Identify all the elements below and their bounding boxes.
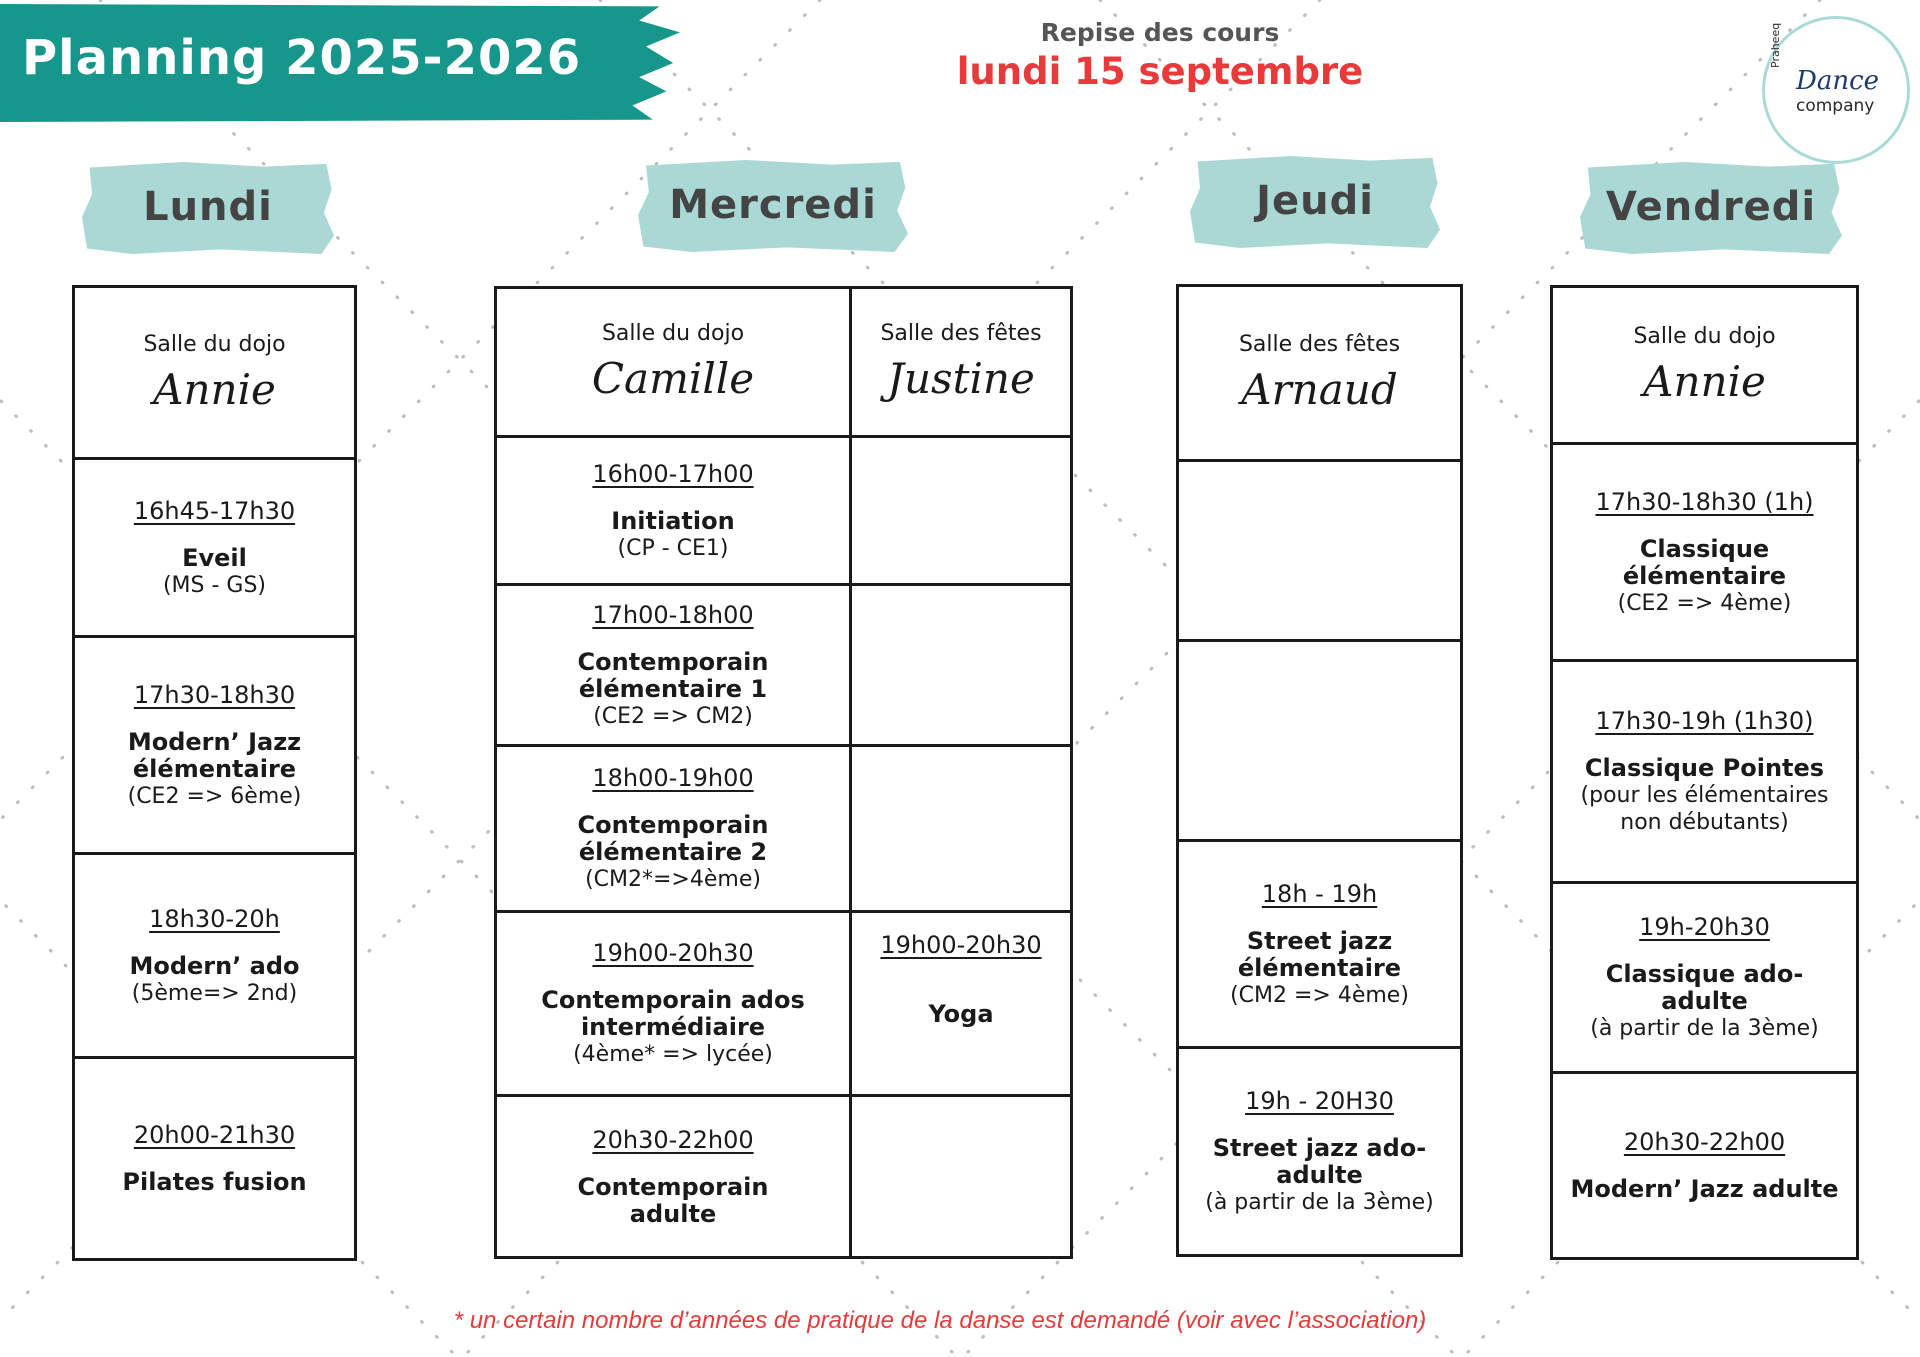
empty-slot	[849, 744, 1070, 910]
course-name: Modern’ Jazz élémentaire	[127, 727, 302, 783]
course-slot	[75, 852, 354, 1056]
course-time: 17h30-19h (1h30)	[1595, 707, 1814, 735]
course-time: 18h - 19h	[1261, 879, 1378, 908]
course-slot	[1553, 881, 1856, 1071]
schedule-table-mercredi	[494, 286, 1073, 1259]
teacher-name: Justine	[887, 354, 1035, 403]
logo-company-text: company	[1796, 96, 1875, 116]
course-slot	[497, 910, 849, 1094]
course-name: Contemporain adulte	[577, 1172, 769, 1228]
empty-slot	[1179, 639, 1460, 839]
course-time: 20h30-22h00	[592, 1125, 754, 1154]
course-name: Contemporain élémentaire 2	[577, 811, 769, 866]
room-name: Salle du dojo	[1633, 324, 1776, 349]
course-time: 17h00-18h00	[592, 600, 754, 629]
course-level: (CE2 => CM2)	[593, 703, 753, 729]
teacher-name: Annie	[1643, 357, 1766, 406]
course-level: (à partir de la 3ème)	[1205, 1190, 1434, 1215]
course-level: (à partir de la 3ème)	[1590, 1016, 1819, 1041]
room-header-jeudi	[1179, 287, 1460, 459]
room-name: Salle des fêtes	[880, 321, 1042, 346]
empty-slot	[849, 1094, 1070, 1256]
course-time: 20h30-22h00	[1623, 1128, 1786, 1156]
course-name: Yoga	[928, 1000, 994, 1028]
course-level: (CM2 => 4ème)	[1230, 982, 1409, 1008]
course-name: Eveil	[182, 543, 247, 572]
course-slot	[1553, 659, 1856, 881]
course-slot	[497, 1094, 849, 1256]
room-header-vendredi	[1553, 288, 1856, 442]
day-label-vendredi: Vendredi	[1605, 184, 1817, 230]
course-time: 16h45-17h30	[133, 496, 296, 525]
course-slot	[1553, 442, 1856, 659]
reprise-label: Repise des cours	[1040, 18, 1280, 47]
course-level: (4ème* => lycée)	[573, 1042, 773, 1067]
course-time: 19h00-20h30	[880, 931, 1042, 959]
day-label-lundi: Lundi	[143, 184, 273, 230]
teacher-name: Arnaud	[1241, 365, 1398, 414]
course-slot	[1179, 839, 1460, 1046]
room-name: Salle du dojo	[601, 321, 745, 346]
course-level: (MS - GS)	[162, 572, 267, 598]
footnote: * un certain nombre d’années de pratique de la danse est demandé (voir avec l’association)	[453, 1307, 1427, 1334]
page-title: Planning 2025-2026	[22, 30, 582, 86]
course-name: Initiation	[611, 506, 735, 535]
course-name: Classique élémentaire	[1622, 534, 1787, 590]
course-level: (5ème=> 2nd)	[131, 980, 298, 1006]
course-name: Street jazz élémentaire	[1237, 926, 1402, 982]
course-slot	[497, 744, 849, 910]
day-label-jeudi: Jeudi	[1256, 178, 1374, 224]
course-name: Modern’ Jazz adulte	[1570, 1175, 1839, 1203]
course-time: 18h30-20h	[149, 904, 280, 933]
logo-dance-text: Dance	[1796, 66, 1880, 96]
course-name: Contemporain ados intermédiaire	[541, 986, 805, 1041]
course-name: Street jazz ado-adulte	[1212, 1134, 1427, 1189]
course-slot	[849, 910, 1070, 1094]
empty-slot	[1179, 459, 1460, 639]
schedule-table-lundi	[72, 285, 357, 1261]
course-time: 19h - 20H30	[1245, 1087, 1394, 1115]
course-level: (CE2 => 6ème)	[127, 783, 302, 809]
course-level: (pour les élémentaires non débutants)	[1580, 783, 1829, 835]
reprise-date: lundi 15 septembre	[956, 50, 1364, 93]
day-label-mercredi: Mercredi	[669, 182, 877, 228]
course-slot	[1553, 1071, 1856, 1257]
course-level: (CE2 => 4ème)	[1617, 590, 1792, 616]
course-slot	[75, 457, 354, 635]
course-name: Classique ado-adulte	[1605, 960, 1804, 1015]
course-slot	[75, 1056, 354, 1258]
course-time: 17h30-18h30	[133, 680, 296, 709]
course-level: (CP - CE1)	[617, 535, 729, 561]
room-header-salle-fetes	[849, 289, 1070, 435]
schedule-table-jeudi	[1176, 284, 1463, 1257]
course-slot	[497, 583, 849, 744]
course-name: Classique Pointes	[1584, 754, 1825, 782]
empty-slot	[849, 583, 1070, 744]
course-slot	[497, 435, 849, 583]
course-time: 19h-20h30	[1639, 913, 1770, 941]
room-header-lundi	[75, 288, 354, 457]
course-time: 20h00-21h30	[133, 1121, 296, 1149]
course-name: Pilates fusion	[122, 1168, 307, 1196]
teacher-name: Annie	[153, 364, 276, 414]
room-header-dojo	[497, 289, 849, 435]
course-slot	[75, 635, 354, 852]
course-time: 18h00-19h00	[592, 764, 754, 792]
course-level: (CM2*=>4ème)	[585, 867, 761, 892]
teacher-name: Camille	[591, 354, 755, 403]
course-slot	[1179, 1046, 1460, 1254]
room-name: Salle des fêtes	[1238, 332, 1401, 357]
course-time: 19h00-20h30	[592, 939, 754, 967]
course-name: Contemporain élémentaire 1	[577, 647, 769, 703]
course-time: 16h00-17h00	[592, 459, 754, 488]
course-time: 17h30-18h30 (1h)	[1595, 487, 1814, 516]
empty-slot	[849, 435, 1070, 583]
logo-small-text: Praheeq	[1769, 22, 1782, 68]
schedule-table-vendredi	[1550, 285, 1859, 1260]
room-name: Salle du dojo	[143, 331, 286, 357]
course-name: Modern’ ado	[129, 951, 300, 980]
